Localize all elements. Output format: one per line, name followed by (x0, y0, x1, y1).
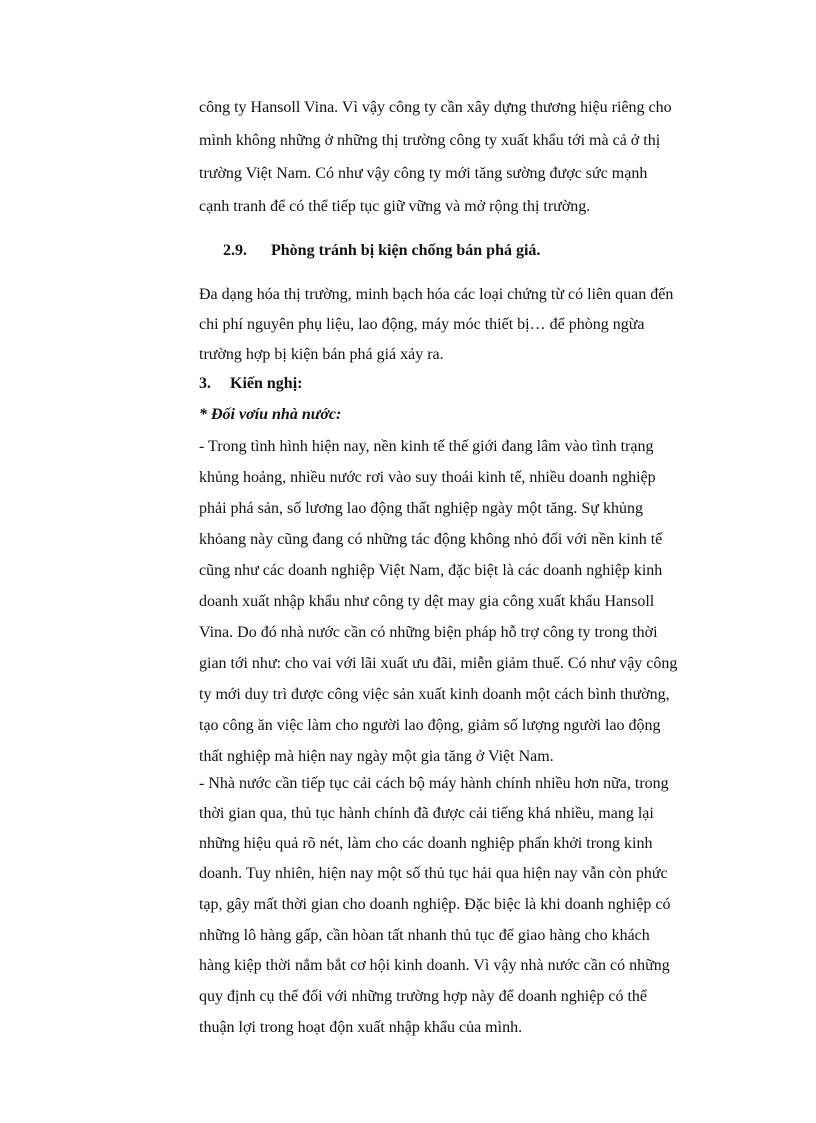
paragraph-line: chi phí nguyên phụ liệu, lao động, máy móc thiết bị… để phòng ngừa (199, 316, 645, 333)
section-number: 3. (199, 375, 211, 392)
paragraph-line: khỏang này cũng đang có những tác động không nhỏ đối với nền kinh tế (199, 531, 663, 548)
paragraph-line: trường Việt Nam. Có như vậy công ty mới tăng sường được sức mạnh (199, 165, 648, 182)
paragraph-line: thất nghiệp mà hiện nay ngày một gia tăng ở Việt Nam. (199, 748, 554, 765)
paragraph-line: ty mới duy trì được công việc sản xuất kinh doanh một cách bình thường, (199, 686, 670, 703)
paragraph-line: Vina. Do đó nhà nước cần có những biện pháp hỗ trợ công ty trong thời (199, 624, 658, 641)
paragraph-line: quy định cụ thể đối với những trường hợp này để doanh nghiệp có thể (199, 988, 647, 1005)
section-number: 2.9. (223, 242, 247, 259)
section-heading-2-9 (223, 242, 540, 260)
paragraph-line: công ty Hansoll Vina. Vì vậy công ty cần xây dựng thương hiệu riêng cho (199, 99, 672, 116)
paragraph-line: mình không những ở những thị trường công ty xuất khẩu tới mà cả ở thị (199, 132, 661, 149)
paragraph-line: tạp, gây mất thời gian cho doanh nghiệp. Đặc biệc là khi doanh nghiệp có (199, 896, 671, 913)
paragraph-line: những lô hàng gấp, cần hòan tất nhanh thủ tục để giao hàng cho khách (199, 927, 650, 944)
paragraph-line: - Trong tình hình hiện nay, nền kinh tế thế giới đang lâm vào tình trạng (199, 438, 654, 455)
paragraph-line: doanh. Tuy nhiên, hiện nay một số thủ tục hải qua hiện nay vẫn còn phức (199, 865, 668, 882)
paragraph-line: những hiệu quả rõ nét, làm cho các doanh nghiệp phấn khởi trong kinh (199, 835, 653, 852)
paragraph-line: tạo công ăn việc làm cho người lao động, giảm số lượng người lao động (199, 717, 661, 734)
paragraph-line: doanh xuất nhập khẩu như công ty dệt may gia công xuất khẩu Hansoll (199, 593, 655, 610)
paragraph-line: thời gian qua, thủ tục hành chính đã được cải tiếng khá nhiều, mang lại (199, 805, 654, 822)
paragraph-line: Đa dạng hóa thị trường, minh bạch hóa các loại chứng từ có liên quan đến (199, 286, 674, 303)
paragraph-line: cũng như các doanh nghiệp Việt Nam, đặc biệt là các doanh nghiệp kinh (199, 562, 663, 579)
paragraph-line: trường hợp bị kiện bán phá giá xảy ra. (199, 346, 444, 363)
paragraph-line: phải phá sản, số lương lao động thất nghiệp ngày một tăng. Sự khủng (199, 500, 643, 517)
paragraph-line: cạnh tranh để có thể tiếp tục giữ vững và mở rộng thị trường. (199, 198, 591, 215)
section-title: Kiến nghị: (230, 375, 303, 392)
section-title: Phòng tránh bị kiện chống bán phá giá. (271, 242, 541, 259)
paragraph-line: hàng kiệp thời nắm bắt cơ hội kinh doanh. Vì vậy nhà nước cần có những (199, 957, 670, 974)
paragraph-line: thuận lợi trong hoạt độn xuất nhập khẩu của mình. (199, 1019, 523, 1036)
subheading-state: * Đối vơíu nhà nước: (199, 406, 342, 423)
paragraph-line: gian tới như: cho vai với lãi xuất ưu đãi, miễn giảm thuế. Có như vậy công (199, 655, 678, 672)
paragraph-line: khủng hoảng, nhiều nước rơi vào suy thoái kinh tế, nhiều doanh nghiệp (199, 469, 656, 486)
section-heading-3 (199, 375, 302, 393)
paragraph-line: - Nhà nước cần tiếp tục cải cách bộ máy hành chính nhiều hơn nữa, trong (199, 775, 669, 792)
